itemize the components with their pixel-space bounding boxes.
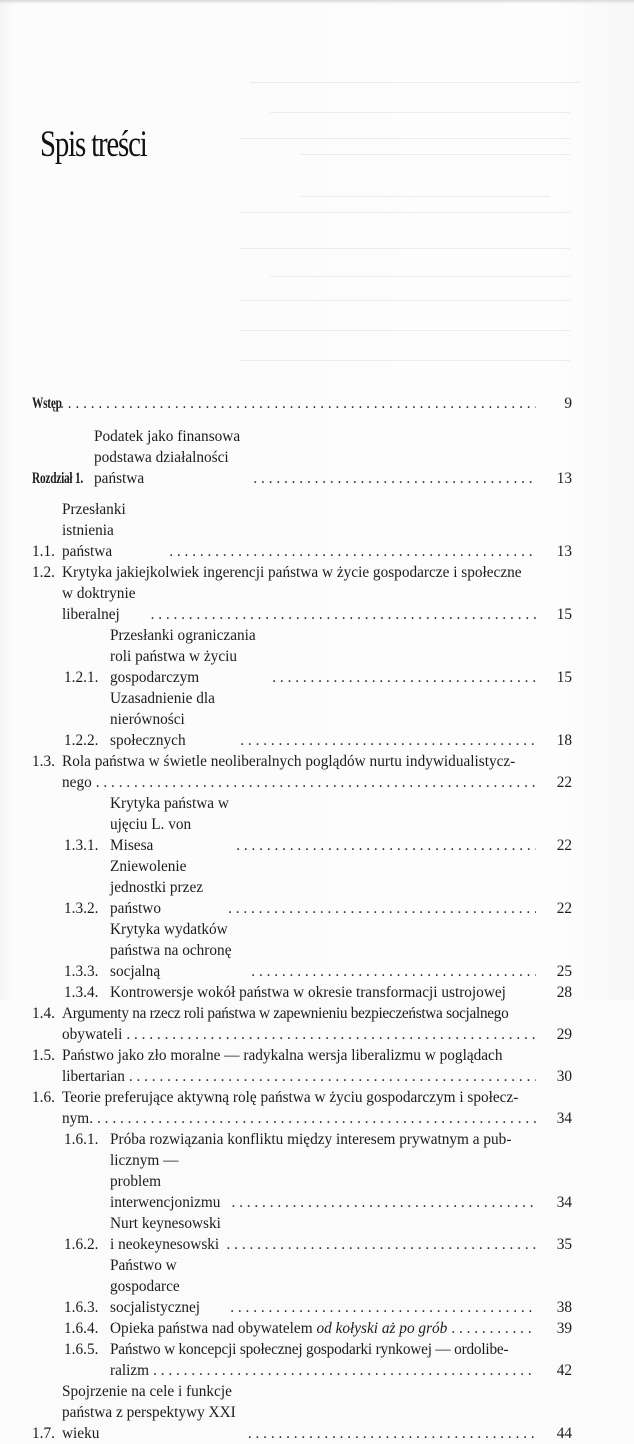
toc-entry-text: Krytyka państwa w ujęciu L. von Misesa	[110, 795, 229, 854]
toc-page-number: 9	[564, 395, 572, 412]
toc-entry-1-6[interactable]	[32, 1087, 572, 1129]
toc-entry-1-6-5[interactable]	[32, 1339, 572, 1381]
toc-entry-1-3-2[interactable]	[32, 856, 572, 919]
toc-page-number: 18	[556, 732, 572, 749]
toc-entry-text: Krytyka wydatków państwa na ochronę socjalną	[110, 921, 232, 980]
toc-entry-text: Nurt keynesowski i neokeynesowski	[110, 1215, 221, 1253]
bleed-through-line	[240, 248, 570, 249]
dot-leader	[129, 1066, 536, 1087]
toc-section-number: 1.6.3.	[64, 1299, 99, 1316]
dot-leader	[153, 1360, 536, 1381]
toc-entry-text-line1: Państwo jako zło moralne — radykalna wersja liberalizmu w poglądach	[62, 1047, 503, 1064]
toc-page-number: 15	[556, 606, 572, 623]
bleed-through-line	[240, 138, 570, 139]
toc-entry-1-2-1[interactable]	[32, 625, 572, 688]
dot-leader	[451, 1318, 536, 1339]
dot-leader	[227, 1234, 536, 1255]
bleed-through-line	[240, 360, 570, 361]
toc-entry-1-7[interactable]	[32, 1381, 572, 1444]
toc-section-number: 1.6.2.	[64, 1236, 99, 1253]
toc-section-number: 1.6.4.	[64, 1320, 99, 1337]
toc-entry-1-6-3[interactable]	[32, 1255, 572, 1318]
toc-section-number: 1.5.	[32, 1047, 55, 1064]
scan-edge-shadow	[0, 0, 634, 4]
dot-leader	[97, 1108, 536, 1129]
bleed-through-line	[270, 276, 570, 277]
toc-page-number: 34	[556, 1194, 572, 1211]
dot-leader	[240, 730, 536, 751]
toc-entry-1-3-3[interactable]	[32, 919, 572, 982]
toc-entry-text-italic: od kołyski aż po grób	[316, 1320, 448, 1337]
toc-entry-text-line1: Krytyka jakiejkolwiek ingerencji państwa w życie gospodarcze i społeczne	[62, 564, 522, 581]
bleed-through-line	[240, 330, 570, 331]
toc-section-number: 1.2.1.	[64, 669, 99, 686]
toc-entry-1-1[interactable]	[32, 499, 572, 562]
toc-entry-text-line2: nym.	[62, 1110, 94, 1127]
toc-entry-1-4[interactable]	[32, 1003, 572, 1045]
bleed-through-line	[300, 154, 570, 155]
toc-page-number: 38	[556, 1299, 572, 1316]
table-of-contents	[32, 393, 572, 1444]
toc-page-number: 34	[556, 1110, 572, 1127]
dot-leader	[169, 541, 536, 562]
toc-entry-text	[110, 1318, 447, 1339]
toc-entry-text-line2: w doktrynie liberalnej	[62, 585, 136, 623]
toc-section-number: 1.6.	[32, 1089, 55, 1106]
dot-leader	[230, 1297, 536, 1318]
toc-entry-1-3[interactable]	[32, 751, 572, 793]
toc-entry-1-6-4[interactable]	[32, 1318, 572, 1339]
toc-section-number: 1.2.	[32, 564, 55, 581]
dot-leader	[151, 604, 536, 625]
bleed-through-line	[250, 82, 580, 83]
toc-section-number: 1.3.2.	[64, 900, 99, 917]
toc-page-number: 44	[556, 1425, 572, 1442]
toc-entry-text-line2: licznym — problem interwencjonizmu	[110, 1152, 221, 1211]
toc-page-number: 29	[556, 1026, 572, 1043]
toc-entry-text-line2: nego	[62, 774, 92, 791]
toc-section-number: 1.2.2.	[64, 732, 99, 749]
dot-leader	[96, 772, 536, 793]
toc-entry-text-line1: Państwo w koncepcji społecznej gospodarki rynkowej — ordolibe-	[110, 1341, 509, 1358]
toc-page-number: 22	[556, 837, 572, 854]
toc-page-number: 30	[556, 1068, 572, 1085]
dot-leader	[272, 667, 536, 688]
toc-page-number: 35	[556, 1236, 572, 1253]
toc-section-number: 1.6.5.	[64, 1341, 99, 1358]
toc-page-number: 25	[556, 963, 572, 980]
toc-entry-text: Wstęp	[32, 395, 62, 412]
bleed-through-line	[240, 212, 570, 213]
dot-leader	[228, 898, 536, 919]
toc-page-number: 39	[556, 1320, 572, 1337]
toc-entry-1-6-1[interactable]	[32, 1129, 572, 1213]
toc-entry-1-3-1[interactable]	[32, 793, 572, 856]
toc-entry-chapter-1[interactable]	[32, 426, 572, 489]
dot-leader	[253, 468, 536, 489]
bleed-through-line	[300, 196, 550, 197]
toc-entry-1-5[interactable]	[32, 1045, 572, 1087]
dot-leader	[236, 835, 536, 856]
toc-section-number: 1.7.	[32, 1425, 55, 1442]
toc-entry-text: Przesłanki istnienia państwa	[62, 501, 126, 560]
toc-section-number: 1.4.	[32, 1005, 55, 1022]
dot-leader	[248, 1423, 536, 1444]
toc-entry-text: Spojrzenie na cele i funkcje państwa z perspektywy XXI wieku	[62, 1383, 236, 1442]
toc-entry-text-line1: Próba rozwiązania konfliktu między interesem prywatnym a pub-	[110, 1131, 512, 1148]
page-title: Spis treści	[40, 123, 147, 165]
toc-page-number: 15	[556, 669, 572, 686]
dot-leader	[60, 393, 536, 414]
toc-page-number: 22	[556, 774, 572, 791]
dot-leader	[126, 1024, 536, 1045]
toc-section-number: 1.3.4.	[64, 984, 99, 1001]
toc-section-number: 1.6.1.	[64, 1131, 99, 1148]
toc-entry-text: Przesłanki ograniczania roli państwa w życiu gospodarczym	[110, 627, 256, 686]
toc-page-number: 13	[556, 543, 572, 560]
dot-leader	[231, 1192, 536, 1213]
toc-entry-text: Zniewolenie jednostki przez państwo	[110, 858, 204, 917]
bleed-through-line	[240, 300, 570, 301]
toc-entry-text-line1: Rola państwa w świetle neoliberalnych poglądów nurtu indywidualistycz-	[62, 753, 516, 770]
toc-entry-text-line1: Teorie preferujące aktywną rolę państwa w życiu gospodarczym i społecz-	[62, 1089, 519, 1106]
toc-entry-text-line2: ralizm	[110, 1362, 150, 1379]
toc-chapter-number: Rozdział 1.	[32, 470, 84, 487]
toc-section-number: 1.3.	[32, 753, 55, 770]
toc-section-number: 1.1.	[32, 543, 55, 560]
toc-entry-1-6-2[interactable]	[32, 1213, 572, 1255]
toc-entry-intro[interactable]	[32, 393, 572, 414]
toc-entry-text-regular: Opieka państwa nad obywatelem	[110, 1320, 317, 1337]
toc-page-number: 42	[556, 1362, 572, 1379]
toc-entry-text-line1: Argumenty na rzecz roli państwa w zapewnieniu bezpieczeństwa socjalnego	[62, 1005, 509, 1022]
toc-section-number: 1.3.1.	[64, 837, 99, 854]
toc-entry-text-line2: obywateli	[62, 1026, 123, 1043]
toc-page-number: 22	[556, 900, 572, 917]
toc-page-number: 28	[556, 984, 572, 1001]
toc-entry-1-2-2[interactable]	[32, 688, 572, 751]
toc-entry-text: Państwo w gospodarce socjalistycznej	[110, 1257, 201, 1316]
toc-page-number: 13	[556, 470, 572, 487]
bleed-through-line	[270, 112, 570, 113]
toc-entry-text: Uzasadnienie dla nierówności społecznych	[110, 690, 215, 749]
toc-entry-1-2[interactable]	[32, 562, 572, 625]
toc-entry-text: Kontrowersje wokół państwa w okresie transformacji ustrojowej	[110, 984, 506, 1001]
dot-leader	[251, 961, 536, 982]
toc-entry-text-line2: libertarian	[62, 1068, 125, 1085]
toc-section-number: 1.3.3.	[64, 963, 99, 980]
toc-entry-text: Podatek jako finansowa podstawa działalności państwa	[94, 428, 241, 487]
